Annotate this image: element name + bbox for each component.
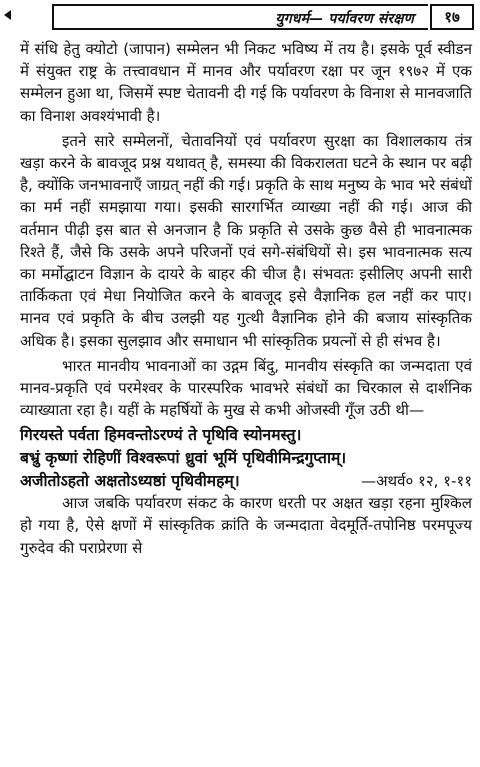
verse-line-2: बभ्रुं कृष्णां रोहिणीं विश्वरूपां ध्रुवां भूमिं पृथिवीमिन्द्रगुप्ताम्।: [20, 449, 347, 468]
corner-arrow-icon: [4, 10, 11, 20]
paragraph-1: में संधि हेतु क्योटो (जापान) सम्मेलन भी निकट भविष्य में तय है। इसके पूर्व स्वीडन में संयुक्त राष्ट्र के तत्त्वावधान में मानव और पर्यावरण रक्षा पर जून १९७२ में एक सम्मेलन हुआ था, जिसमें स्पष्ट चेतावनी दी गई कि पर्यावरण के विनाश से मानवजाति का विनाश अवश्यंभावी है।: [20, 40, 472, 125]
verse-line-1: गिरयस्ते पर्वता हिमवन्तोऽरण्यं ते पृथिवि स्योनमस्तु।: [20, 426, 302, 445]
verse-reference: —अथर्व० १२, १-११: [361, 471, 472, 490]
running-header: [0, 4, 480, 34]
page-number: १७: [430, 4, 474, 30]
chapter-title: युगधर्म— पर्यावरण संरक्षण: [275, 11, 414, 27]
paragraph-2: इतने सारे सम्मेलनों, चेतावनियों एवं पर्यावरण सुरक्षा का विशालकाय तंत्र खड़ा करने के बावजूद प्रश्न यथावत् है, समस्या की विकरालता घटने के स्थान पर बढ़ी है, क्योंकि जनभावनाएँ जाग्रत् नहीं की गई। प्रकृति के साथ मनुष्य के भाव भरे संबंधों का मर्म नहीं समझाया गया। इसकी सारगर्भित व्याख्या नहीं की गई। आज की वर्तमान पीढ़ी इस बात से अनजान है कि प्रकृति से उसके कुछ वैसे ही भावनात्मक रिश्ते हैं, जैसे कि उसके अपने परिजनों एवं सगे-संबंधियों से। इस भावनात्मक सत्य का मर्मोद्घाटन विज्ञान के दायरे के बाहर की चीज है। संभवतः इसीलिए अपनी सारी तार्किकता एवं मेधा नियोजित करने के बावजूद इसे वैज्ञानिक हल नहीं कर पाए। मानव एवं प्रकृति के बीच उलझी यह गुत्थी वैज्ञानिक होने की बजाय सांस्कृतिक अधिक है। इसका सुलझाव और समाधान भी सांस्कृतिक प्रयत्नों से ही संभव है।: [20, 131, 472, 350]
header-title-box: [52, 4, 428, 30]
verse-line-3-row: [20, 470, 472, 493]
verse-line-3: अजीतोऽहतो अक्षतोऽध्यष्ठां पृथिवीमहम्।: [20, 471, 240, 490]
paragraph-3: भारत मानवीय भावनाओं का उद्गम बिंदु, मानवीय संस्कृति का जन्मदाता एवं मानव-प्रकृति एवं परमेश्वर के पारस्परिक भावभरे संबंधों का चिरकाल से दार्शनिक व्याख्याता रहा है। यहीं के महर्षियों के मुख से कभी ओजस्वी गूँज उठी थी—: [20, 356, 472, 420]
paragraph-4: आज जबकि पर्यावरण संकट के कारण धरती पर अक्षत खड़ा रहना मुश्किल हो गया है, ऐसे क्षणों में सांस्कृतिक क्रांति के जन्मदाता वेदमूर्ति-तपोनिष्ठ परमपूज्य गुरुदेव की पराप्रेरणा से: [20, 494, 472, 557]
sanskrit-verse: [20, 424, 472, 492]
body-text: [20, 38, 472, 559]
